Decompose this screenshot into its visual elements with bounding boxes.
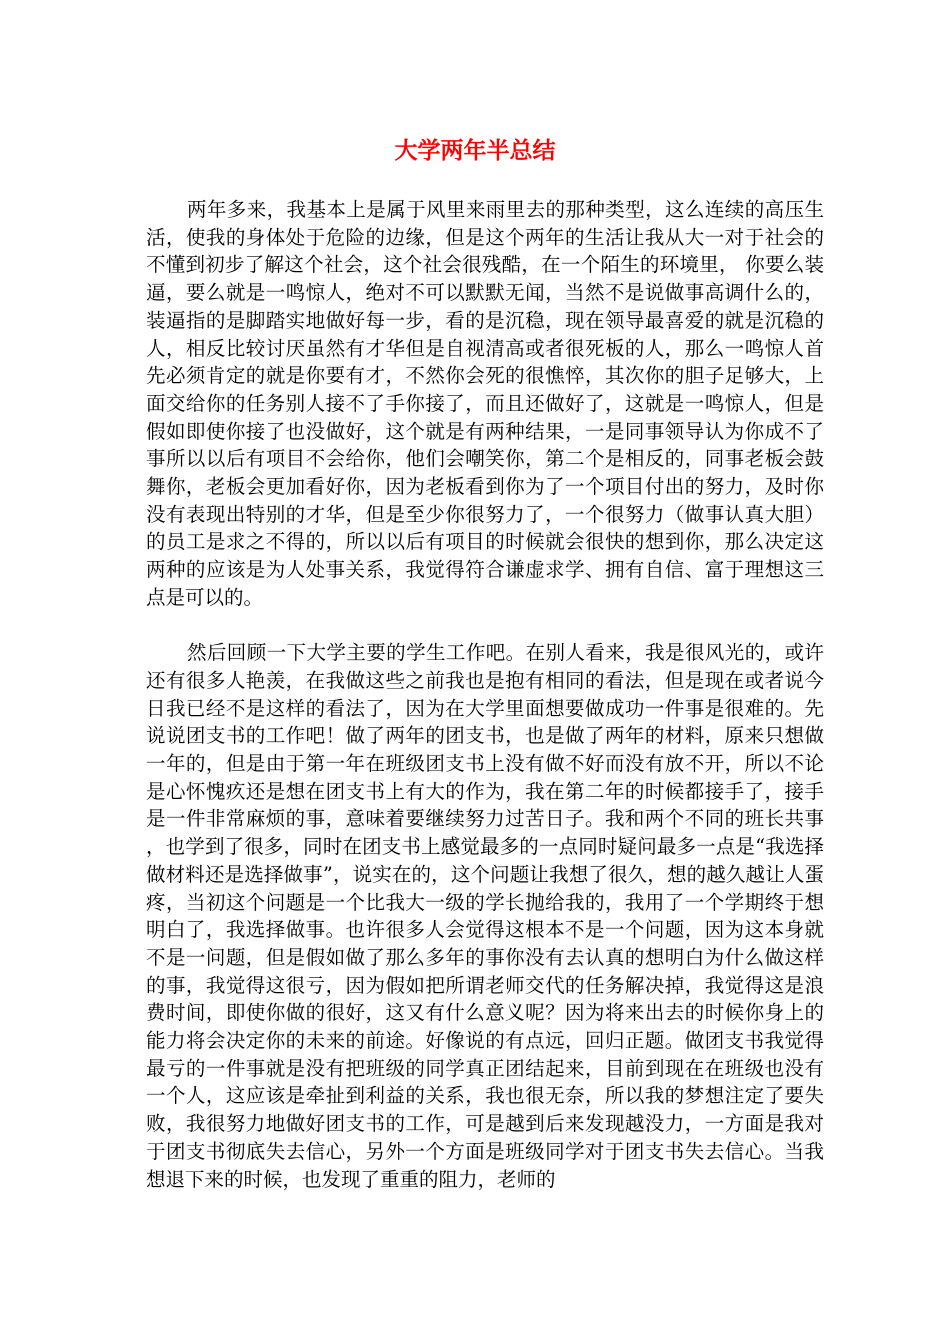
document-title: 大学两年半总结 bbox=[394, 138, 556, 164]
paragraph-2: 然后回顾一下大学主要的学生工作吧。在别人看来，我是很风光的，或许还有很多人艳羡，在我做这些之前我也是抱有相同的看法，但是现在或者说今日我已经不是这样的看法了，因为在大学里面想要做成功一件事是很难的。先说说团支书的工作吧！做了两年的团支书，也是做了两年的材料，原来只想做一年的，但是由于第一年在班级团支书上没有做不好而没有放不开，所以不论是心怀愧疚还是想在团支书上有大的作为，我在第二年的时候都接手了，接手是一件非常麻烦的事，意味着要继续努力过苦日子。我和两个不同的班长共事，也学到了很多，同时在团支书上感觉最多的一点同时疑问最多一点是“我选择做材料还是选择做事”，说实在的，这个问题让我想了很久，想的越久越让人蛋疼，当初这个问题是一个比我大一级的学长抛给我的，我用了一个学期终于想明白了，我选择做事。也许很多人会觉得这根本不是一个问题，因为这本身就不是一问题，但是假如做了那么多年的事你没有去认真的想明白为什么做这样的事，我觉得这很亏，因为假如把所谓老师交代的任务解决掉，我觉得这是浪费时间，即使你做的很好，这又有什么意义呢？因为将来出去的时候你身上的能力将会决定你的未来的前途。好像说的有点远，回归正题。做团支书我觉得最亏的一件事就是没有把班级的同学真正团结起来，目前到现在在班级也没有一个人，这应该是牵扯到利益的关系，我也很无奈，所以我的梦想注定了要失败，我很努力地做好团支书的工作，可是越到后来发现越没力，一方面是我对于团支书彻底失去信心，另外一个方面是班级同学对于团支书失去信心。当我想退下来的时候，也发现了重重的阻力，老师的 bbox=[146, 641, 824, 1191]
document-body bbox=[146, 196, 824, 1193]
paragraph-1: 两年多来，我基本上是属于风里来雨里去的那种类型，这么连续的高压生活，使我的身体处于危险的边缘，但是这个两年的生活让我从大一对于社会的不懂到初步了解这个社会，这个社会很残酷，在一个陌生的环境里， 你要么装逼，要么就是一鸣惊人，绝对不可以默默无闻，当然不是说做事高调什么的，装逼指的是脚踏实地做好每一步，看的是沉稳，现在领导最喜爱的就是沉稳的人，相反比较讨厌虽然有才华但是自视清高或者很死板的人，那么一鸣惊人首先必须肯定的就是你要有才，不然你会死的很憔悴，其次你的胆子足够大，上面交给你的任务别人接不了手你接了，而且还做好了，这就是一鸣惊人，但是假如即使你接了也没做好，这个就是有两种结果，一是同事领导认为你成不了事所以以后有项目不会给你，他们会嘲笑你，第二个是相反的，同事老板会鼓舞你，老板会更加看好你，因为老板看到你为了一个项目付出的努力，及时你没有表现出特别的才华，但是至少你很努力了，一个很努力（做事认真大胆）的员工是求之不得的，所以以后有项目的时候就会很快的想到你，那么决定这两种的应该是为人处事关系，我觉得符合谦虚求学、拥有自信、富于理想这三点是可以的。 bbox=[146, 198, 824, 609]
